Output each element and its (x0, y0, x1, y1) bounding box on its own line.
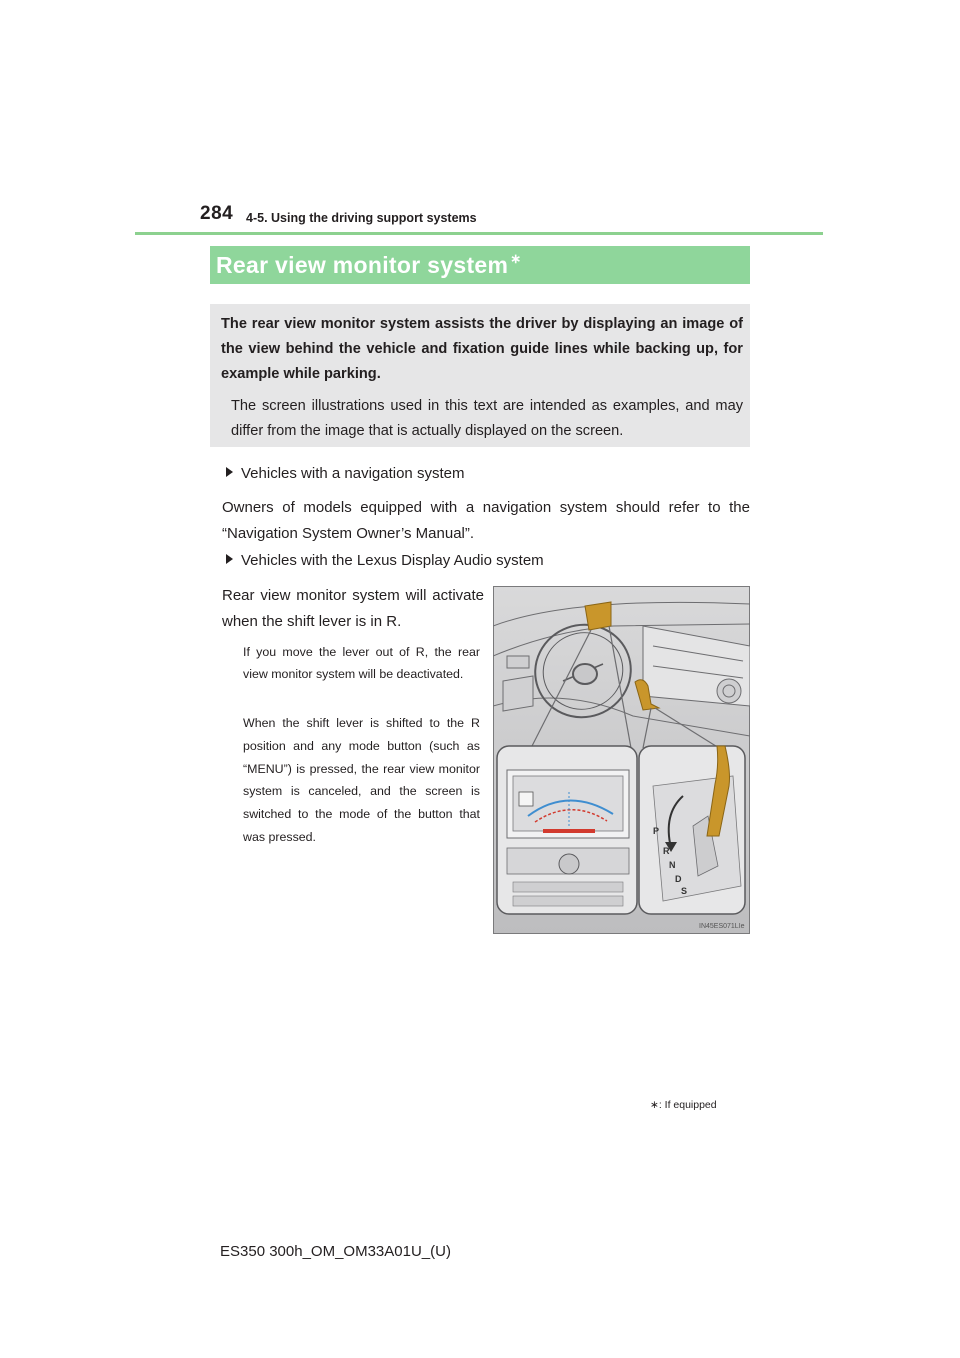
inset-display-screen (497, 746, 637, 914)
footnote-text: : If equipped (658, 1099, 717, 1111)
intro-summary: The rear view monitor system assists the driver by displaying an image of the view behind the vehicle and fixation guide lines while backing up, for example while parking. (221, 316, 743, 382)
intro-note: The screen illustrations used in this text are intended as examples, and may differ from the image that is actually displayed on the screen. (231, 398, 743, 439)
bullet-lexus-display-text: Vehicles with the Lexus Display Audio system (241, 552, 544, 569)
shift-letter-s: S (681, 886, 688, 896)
shift-letter-p: P (653, 826, 660, 836)
inset-shift-lever (639, 746, 745, 914)
paragraph-activation: Rear view monitor system will activate when the shift lever is in R. (222, 587, 484, 630)
triangle-bullet-icon (226, 467, 233, 477)
paragraph-navigation: Owners of models equipped with a navigation system should refer to the “Navigation System Owner’s Manual”. (222, 499, 750, 542)
bullet-lexus-display (226, 552, 544, 569)
bullet-navigation-text: Vehicles with a navigation system (241, 465, 465, 482)
rear-view-monitor-illustration (493, 586, 750, 934)
section-label: 4-5. Using the driving support systems (246, 211, 477, 225)
shift-letter-d: D (675, 874, 682, 884)
note-deactivate: If you move the lever out of R, the rear view monitor system will be deactivated. (243, 645, 480, 681)
asterisk-icon: ∗ (650, 1099, 659, 1111)
asterisk-icon: ∗ (510, 251, 522, 266)
footnote (650, 1099, 717, 1111)
display-highlight (585, 602, 611, 630)
shift-letter-n: N (669, 860, 676, 870)
page-title-text: Rear view monitor system (216, 252, 509, 278)
bullet-navigation (226, 465, 464, 482)
footer-doc-id: ES350 300h_OM_OM33A01U_(U) (220, 1243, 451, 1260)
page-title (216, 251, 521, 279)
shift-letter-r: R (663, 846, 670, 856)
figure-code: IN45ES071LIe (699, 923, 745, 930)
header-rule (135, 232, 823, 235)
triangle-bullet-icon (226, 554, 233, 564)
note-mode-button: When the shift lever is shifted to the R position and any mode button (such as “MENU”) is pressed, the rear view monitor system is canceled, and the screen is switched to the mode of the button that was pressed. (243, 716, 480, 844)
page-number: 284 (200, 203, 234, 224)
